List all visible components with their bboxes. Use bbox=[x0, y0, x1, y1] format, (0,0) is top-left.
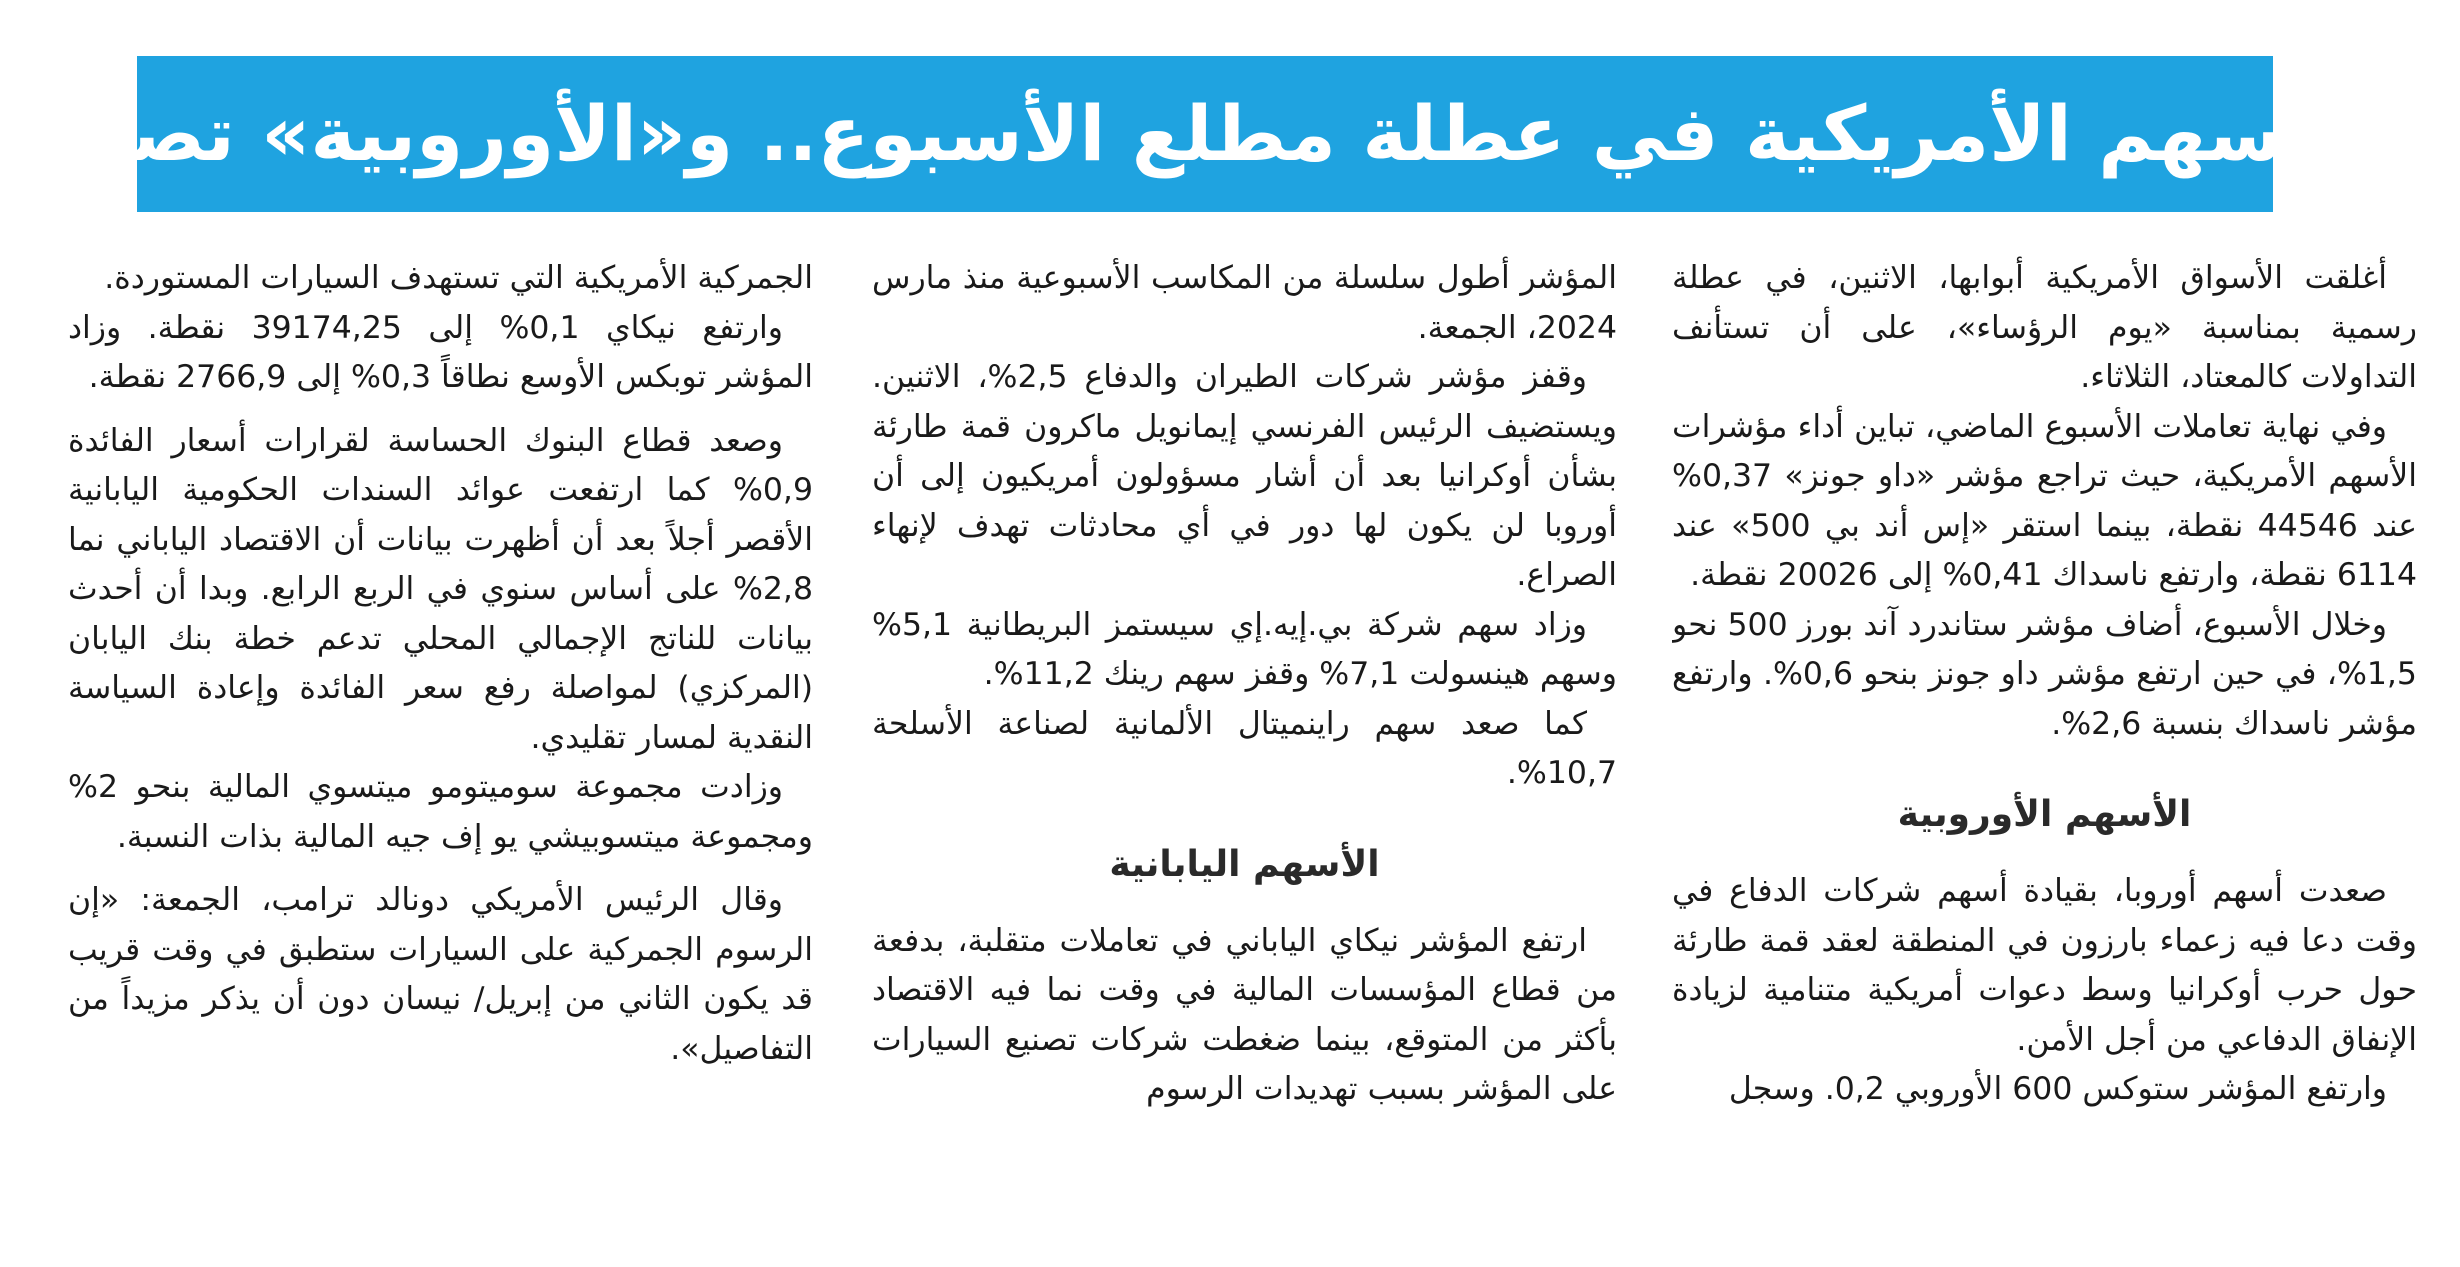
paragraph: كما صعد سهم راينميتال الألمانية لصناعة الأسلحة 10,7%. bbox=[872, 705, 1617, 791]
paragraph: وخلال الأسبوع، أضاف مؤشر ستاندرد آند بورز 500 نحو 1,5%، في حين ارتفع مؤشر داو جونز بنحو 0,6%. وارتفع مؤشر ناسداك بنسبة 2,6%. bbox=[1672, 606, 2417, 742]
paragraph: وزاد سهم شركة بي.إيه.إي سيستمز البريطانية 5,1% وسهم هينسولت 7,1% وقفز سهم رينك 11,2%. bbox=[872, 606, 1617, 692]
article-column-middle bbox=[872, 254, 1617, 1254]
headline-banner bbox=[44, 56, 2366, 212]
headline: الأسهم الأمريكية في عطلة مطلع الأسبوع.. و«الأوروبية» تصعد bbox=[44, 89, 2366, 178]
section-heading-japanese-stocks: الأسهم اليابانية bbox=[1109, 843, 1380, 885]
paragraph: الجمركية الأمريكية التي تستهدف السيارات المستوردة. bbox=[104, 260, 813, 296]
paragraph: وصعد قطاع البنوك الحساسة لقرارات أسعار الفائدة 0,9% كما ارتفعت عوائد السندات الحكومية اليابانية الأقصر أجلاً بعد أن أظهرت بيانات أن الاقتصاد الياباني نما 2,8% على أساس سنوي في الربع الرابع. وبدا أن أحدث بيانات للناتج الإجمالي المحلي تدعم خطة بنك اليابان (المركزي) لمواصلة رفع سعر الفائدة وإعادة السياسة النقدية لمسار تقليدي. bbox=[68, 422, 813, 756]
paragraph: وارتفع نيكاي 0,1% إلى 39174,25 نقطة. وزاد المؤشر توبكس الأوسع نطاقاً 0,3% إلى 2766,9 نقطة. bbox=[68, 309, 813, 395]
paragraph: صعدت أسهم أوروبا، بقيادة أسهم شركات الدفاع في وقت دعا فيه زعماء بارزون في المنطقة لعقد قمة طارئة حول حرب أوكرانيا وسط دعوات أمريكية متنامية لزيادة الإنفاق الدفاعي من أجل الأمن. bbox=[1672, 873, 2417, 1058]
article-column-right bbox=[1672, 254, 2417, 1254]
section-heading-european-stocks: الأسهم الأوروبية bbox=[1897, 794, 2192, 835]
paragraph: المؤشر أطول سلسلة من المكاسب الأسبوعية منذ مارس 2024، الجمعة. bbox=[872, 260, 1617, 346]
paragraph: وارتفع المؤشر ستوكس 600 الأوروبي 0,2. وسجل bbox=[1728, 1071, 2387, 1107]
paragraph: وقفز مؤشر شركات الطيران والدفاع 2,5%، الاثنين. ويستضيف الرئيس الفرنسي إيمانويل ماكرون قمة طارئة بشأن أوكرانيا بعد أن أشار مسؤولون أمريكيون إلى أن أوروبا لن يكون لها دور في أي محادثات تهدف لإنهاء الصراع. bbox=[872, 359, 1617, 593]
paragraph: وقال الرئيس الأمريكي دونالد ترامب، الجمعة: «إن الرسوم الجمركية على السيارات ستطبق في وقت قريب قد يكون الثاني من إبريل/ نيسان دون أن يذكر مزيداً من التفاصيل». bbox=[68, 882, 813, 1067]
paragraph: أغلقت الأسواق الأمريكية أبوابها، الاثنين، في عطلة رسمية بمناسبة «يوم الرؤساء»، على أن تستأنف التداولات كالمعتاد، الثلاثاء. bbox=[1672, 260, 2417, 395]
article-column-left bbox=[68, 254, 813, 1254]
paragraph: ارتفع المؤشر نيكاي الياباني في تعاملات متقلبة، بدفعة من قطاع المؤسسات المالية في وقت نما فيه الاقتصاد بأكثر من المتوقع، بينما ضغطت شركات تصنيع السيارات على المؤشر بسبب تهديدات الرسوم bbox=[872, 922, 1617, 1107]
paragraph: وفي نهاية تعاملات الأسبوع الماضي، تباين أداء مؤشرات الأسهم الأمريكية، حيث تراجع مؤشر «داو جونز» 0,37% عند 44546 نقطة، بينما استقر «إس أند بي 500» عند 6114 نقطة، وارتفع ناسداك 0,41% إلى 20026 نقطة. bbox=[1672, 408, 2417, 593]
paragraph: وزادت مجموعة سوميتومو ميتسوي المالية بنحو 2% ومجموعة ميتسوبيشي يو إف جيه المالية بذات النسبة. bbox=[68, 769, 813, 855]
